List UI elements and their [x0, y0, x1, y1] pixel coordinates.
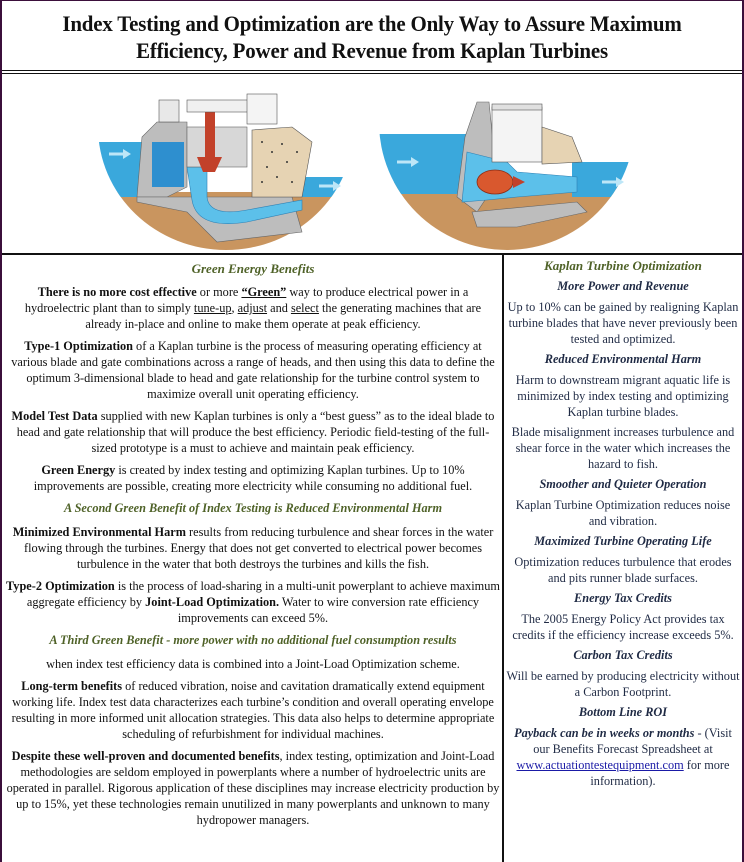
paragraph-lead: Despite these well-proven and documented benefits [11, 749, 280, 763]
paragraph-text: of reduced vibration, noise and cavitation dramatically extend equipment working life. Index test data characterizes each turbine’s condition and overall operating envelope resulting in more informed unit allocation strategies. This data also helps to determine appropriate scheduling of refurbishment for individual machines. [11, 679, 495, 741]
more-power-text: Up to 10% can be gained by realigning Kaplan turbine blades that have never previously been tested and optimized. [507, 300, 739, 346]
paragraph-text: Water to wire conversion rate efficiency improvements can exceed 5%. [177, 595, 480, 625]
vertical-kaplan-powerhouse-image [97, 82, 355, 252]
text: and [267, 301, 291, 315]
joint-load-paragraph: when index test efficiency data is combined into a Joint-Load Optimization scheme. [46, 657, 460, 671]
paragraph-text: is the process of load-sharing in a multi-unit powerplant to achieve maximum aggregate efficiency by [26, 579, 500, 609]
energy-tax-credits-text: The 2005 Energy Policy Act provides tax credits if the efficiency increase exceeds 5%. [512, 612, 734, 642]
bulb-turbine-powerhouse-image [377, 82, 639, 252]
paragraph-text: results from reducing turbulence and shear forces in the water flowing through the turbines. Energy that does not get converted to electrical power becomes turbulence in the water that both destroys the turbines and kills the fish. [23, 525, 494, 571]
column-divider [502, 255, 504, 862]
paragraph-text: of a Kaplan turbine is the process of measuring operating efficiency at various blade and gate combinations across a range of heads, and then using this data to define the optimum 3-dimensional blade to head and gate relationship for the turbine control system to maximize overall unit operating efficiency. [11, 339, 495, 401]
smoother-operation-heading: Smoother and Quieter Operation [539, 477, 707, 491]
green-energy-benefits-section [6, 259, 500, 834]
intro-bold: There is no more cost effective [37, 285, 197, 299]
paragraph-lead: Model Test Data [11, 409, 98, 423]
despite-benefits-paragraph [6, 748, 500, 828]
type1-optimization-paragraph [6, 338, 500, 402]
reduced-harm-heading: Reduced Environmental Harm [544, 352, 702, 366]
third-benefit-heading: A Third Green Benefit - more power with no additional fuel consumption results [49, 633, 457, 647]
joint-load-term: Joint-Load Optimization. [145, 595, 280, 609]
sidebar-title: Kaplan Turbine Optimization [544, 258, 702, 273]
text: or more [196, 285, 242, 299]
green-energy-paragraph [6, 462, 500, 494]
intro-paragraph [6, 284, 500, 332]
energy-tax-credits-heading: Energy Tax Credits [574, 591, 672, 605]
text: the generating machines that are already in-place and online to make them operate at peak efficiency. [85, 301, 482, 331]
title-line-2: Efficiency, Power and Revenue from Kaplan Turbines [136, 38, 608, 63]
more-power-heading: More Power and Revenue [557, 279, 689, 293]
page-header [2, 0, 742, 70]
title-line-1: Index Testing and Optimization are the Only Way to Assure Maximum [62, 11, 682, 36]
paragraph-lead: Type-2 Optimization [6, 579, 115, 593]
tune-up-term: tune-up [193, 301, 232, 315]
text: , [231, 301, 238, 315]
paragraph-text: is created by index testing and optimizing Kaplan turbines. Up to 10% improvements are possible, creating more electricity while consuming no additional fuel. [33, 463, 473, 493]
operating-life-text: Optimization reduces turbulence that erodes and pits runner blade surfaces. [514, 555, 732, 585]
select-term: select [290, 301, 319, 315]
paragraph-lead: Type-1 Optimization [24, 339, 133, 353]
smoother-operation-text: Kaplan Turbine Optimization reduces noise and vibration. [515, 498, 731, 528]
adjust-term: adjust [237, 301, 268, 315]
type2-optimization-paragraph [6, 578, 500, 626]
roi-text-part: - (Visit our Benefits Forecast Spreadsheet at [533, 726, 732, 756]
long-term-benefits-paragraph [6, 678, 500, 742]
website-link[interactable]: www.actuationtestequipment.com [516, 758, 684, 772]
paragraph-text: supplied with new Kaplan turbines is only a “best guess” as to the ideal blade to head and gate relationship that will produce the best efficiency. Periodic field-testing of the full-sized prototype is a must to achieve and maintain peak efficiency. [16, 409, 495, 455]
model-test-data-paragraph [6, 408, 500, 456]
paragraph-text: , index testing, optimization and Joint-Load methodologies are seldom employed in powerplants where a number of hydroelectric units are operated in parallel. Rigorous application of these disciplines may increase electricity production by up to 15%, yet these technologies remain unutilized in many powerplants and unknown to many hydropower managers. [6, 749, 500, 827]
roi-text [506, 725, 740, 789]
green-emphasis: “Green” [241, 285, 287, 299]
blade-misalignment-text: Blade misalignment increases turbulence and shear force in the water which increases the hazard to fish. [511, 425, 735, 471]
turbine-illustrations [2, 74, 742, 254]
reduced-harm-text: Harm to downstream migrant aquatic life is minimized by index testing and optimizing Kaplan turbine blades. [515, 373, 731, 419]
carbon-tax-credits-text: Will be earned by producing electricity without a Carbon Footprint. [506, 669, 740, 699]
text: way to produce electrical power in a hydroelectric plant than to simply [24, 285, 469, 315]
tailwater [572, 162, 639, 197]
image-divider [2, 253, 742, 255]
operating-life-heading: Maximized Turbine Operating Life [534, 534, 712, 548]
payback-emphasis: Payback can be in weeks or months [514, 726, 695, 740]
second-benefit-heading: A Second Green Benefit of Index Testing is Reduced Environmental Harm [63, 501, 443, 515]
paragraph-lead: Green Energy [41, 463, 116, 477]
green-energy-benefits-title: Green Energy Benefits [191, 261, 315, 276]
carbon-tax-credits-heading: Carbon Tax Credits [573, 648, 673, 662]
headwater [97, 142, 142, 197]
paragraph-lead: Long-term benefits [21, 679, 123, 693]
environmental-harm-paragraph [6, 524, 500, 572]
kaplan-optimization-sidebar [506, 257, 740, 793]
page-title [28, 10, 716, 64]
roi-text-part: for more information). [590, 758, 730, 788]
bottom-line-roi-heading: Bottom Line ROI [578, 705, 668, 719]
paragraph-lead: Minimized Environmental Harm [12, 525, 186, 539]
